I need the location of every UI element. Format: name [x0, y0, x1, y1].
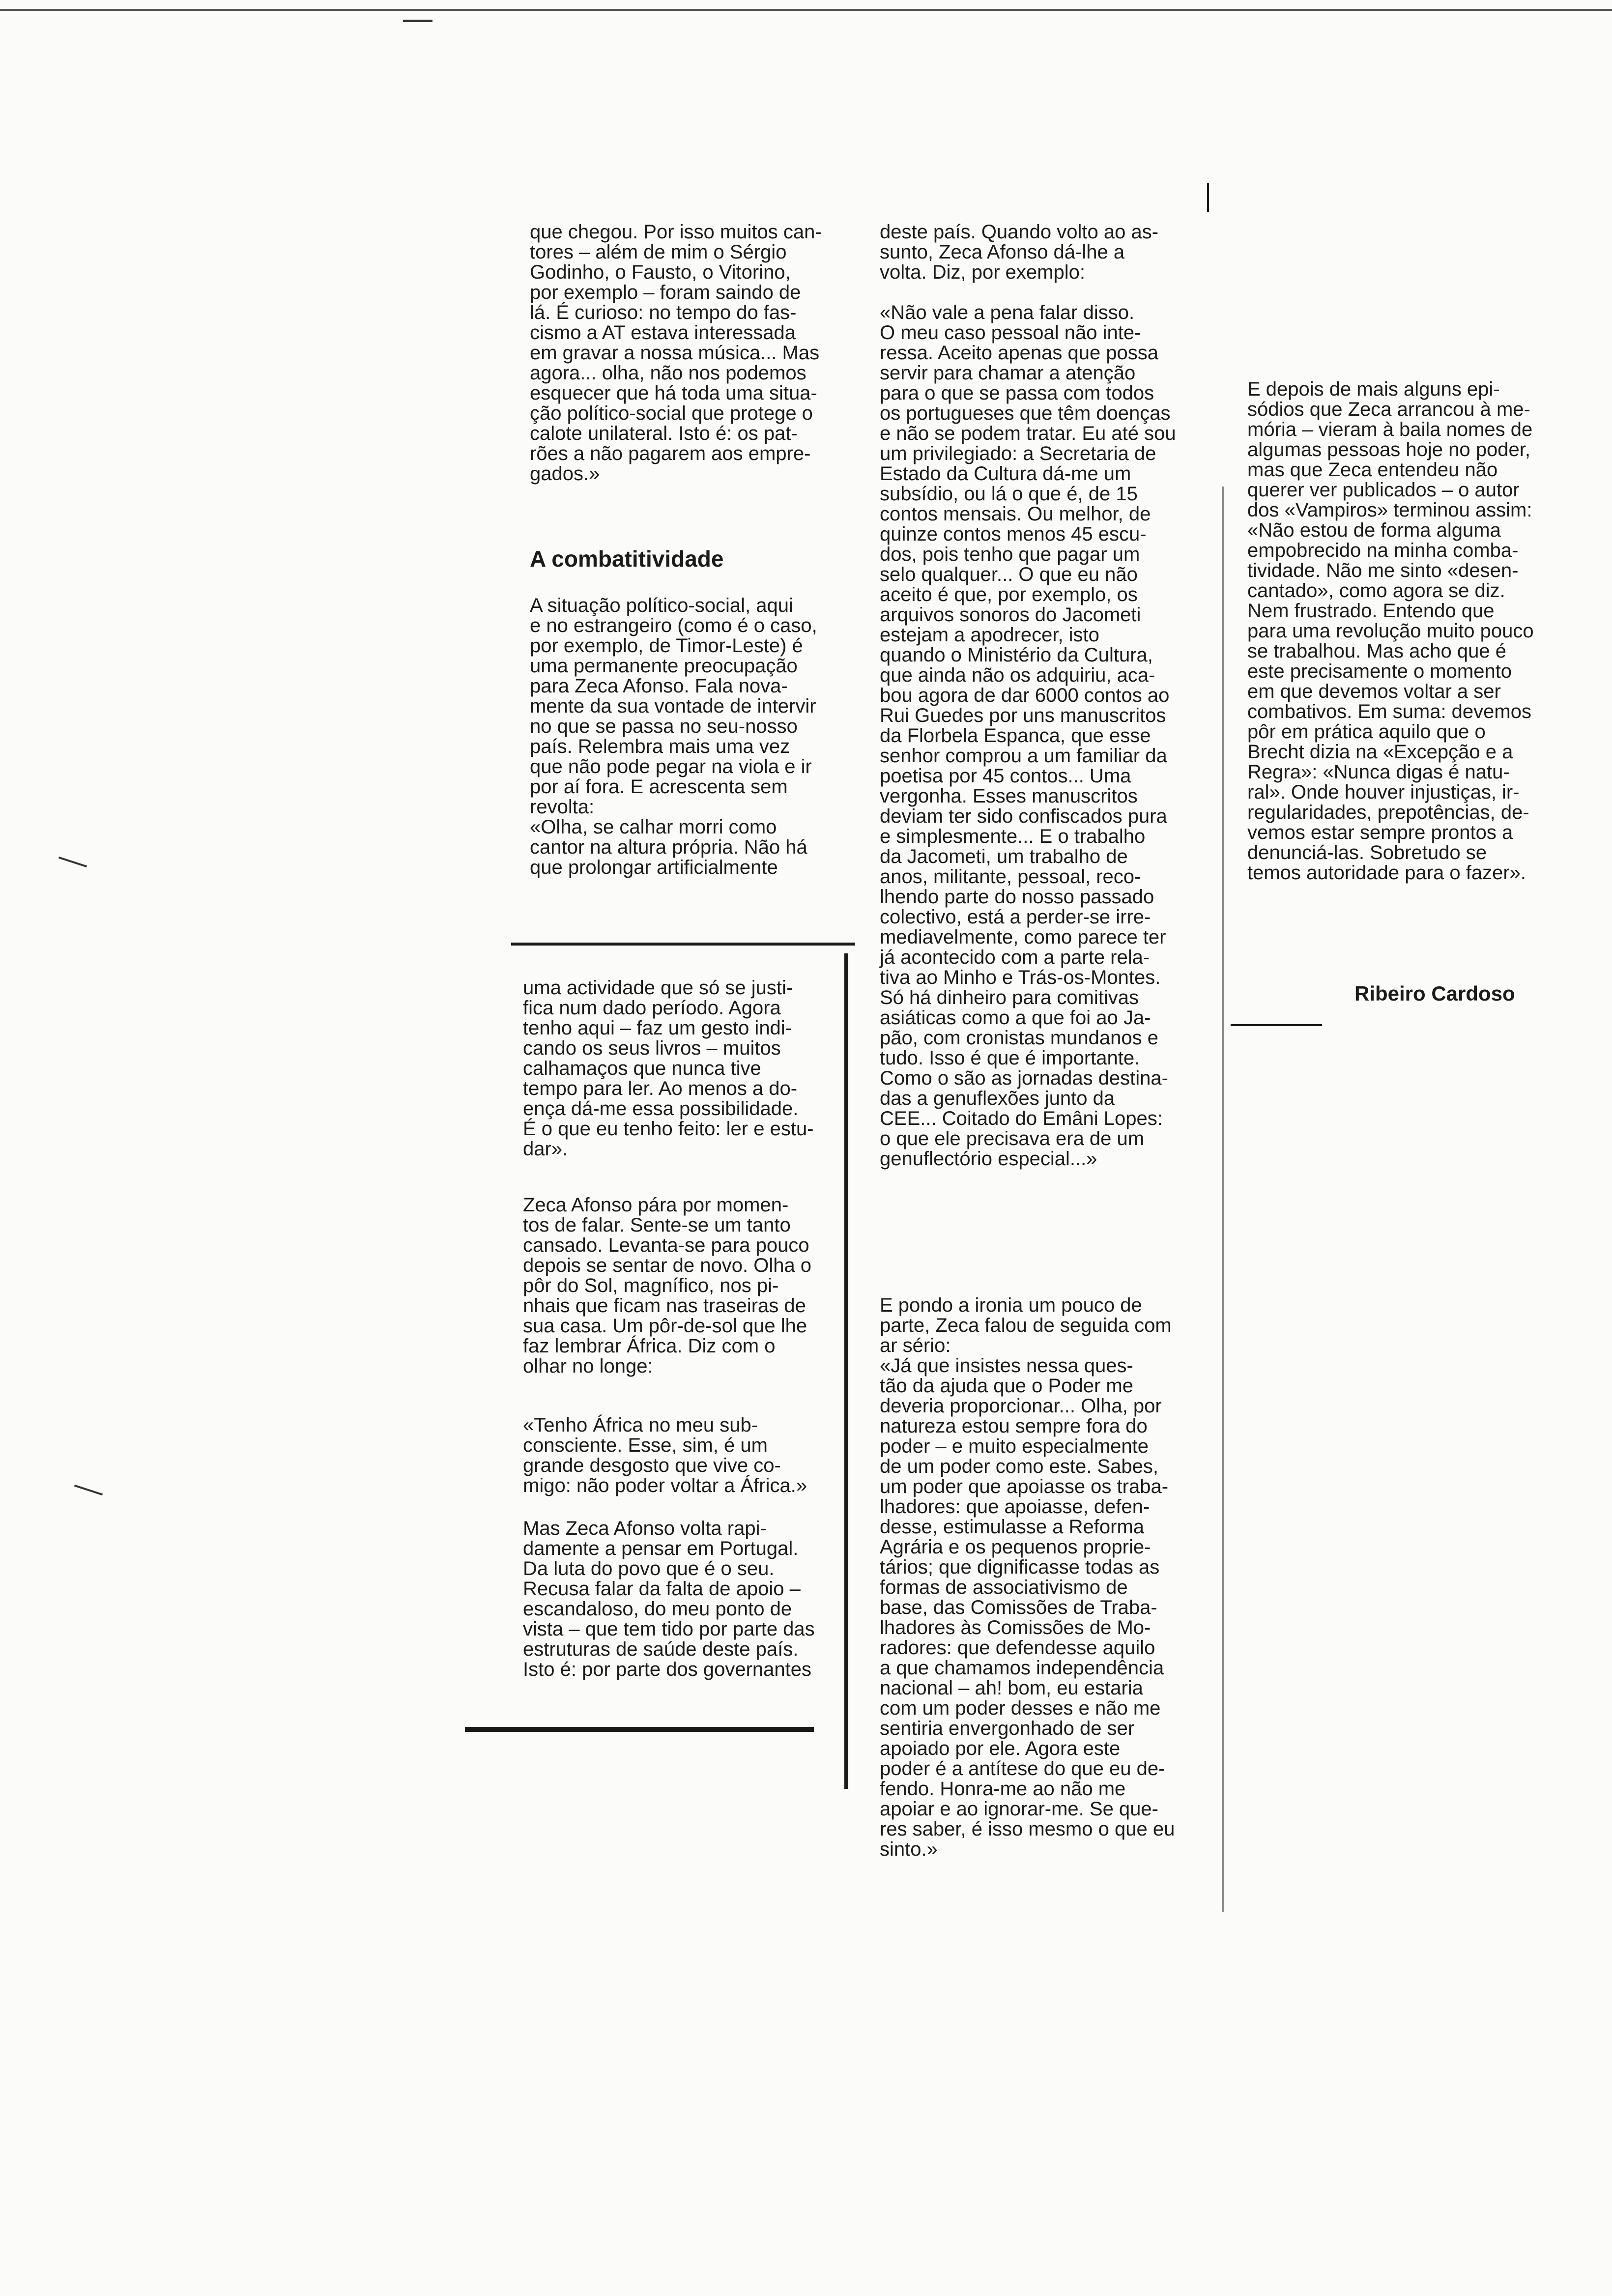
column-1-mid: [530, 596, 859, 878]
text-line: uma actividade que só se justi-: [523, 977, 793, 999]
text-line: tores – além de mim o Sérgio: [530, 241, 787, 263]
text-line: Da luta do povo que é o seu.: [523, 1558, 775, 1579]
text-line: sódios que Zeca arrancou à me-: [1247, 399, 1530, 420]
text-line: deviam ter sido confiscados pura: [880, 805, 1167, 827]
text-line: genuflectório especial...»: [880, 1148, 1097, 1170]
text-line: sunto, Zeca Afonso dá-lhe a: [880, 241, 1125, 263]
text-line: cansado. Levanta-se para pouco: [523, 1234, 809, 1256]
text-line: É o que eu tenho feito: ler e estu-: [523, 1118, 814, 1140]
text-line: rões a não pagarem aos empre-: [530, 443, 811, 464]
box-top-rule: [511, 943, 855, 946]
text-line: volta. Diz, por exemplo:: [880, 261, 1085, 283]
text-line: esquecer que há toda uma situa-: [530, 382, 817, 404]
text-line: para o que se passa com todos: [880, 382, 1154, 404]
text-line: E depois de mais alguns epi-: [1247, 378, 1500, 400]
text-line: lhendo parte do nosso passado: [880, 886, 1154, 908]
text-line: por exemplo, de Timor-Leste) é: [530, 635, 803, 657]
text-line: selo qualquer... O que eu não: [880, 564, 1138, 585]
text-line: combativos. Em suma: devemos: [1247, 701, 1531, 722]
text-line: poetisa por 45 contos... Uma: [880, 765, 1131, 787]
text-line: os portugueses que têm doenças: [880, 402, 1171, 424]
text-line: deveria proporcionar... Olha, por: [880, 1395, 1162, 1417]
column-1-box-a: [523, 978, 842, 1159]
text-line: colectivo, está a perder-se irre-: [880, 906, 1151, 928]
text-line: O meu caso pessoal não inte-: [880, 322, 1141, 344]
text-line: subsídio, ou lá o que é, de 15: [880, 483, 1138, 505]
column-2-c: [880, 1295, 1214, 1860]
text-line: tão da ajuda que o Poder me: [880, 1375, 1133, 1397]
text-line: Brecht dizia na «Excepção e a: [1247, 741, 1513, 763]
text-line: anos, militante, pessoal, reco-: [880, 866, 1141, 888]
text-line: este precisamente o momento: [1247, 660, 1512, 682]
text-line: sinto.»: [880, 1838, 938, 1860]
text-line: Nem frustrado. Entendo que: [1247, 600, 1495, 622]
text-line: estejam a apodrecer, isto: [880, 624, 1099, 646]
text-line: mente da sua vontade de intervir: [530, 695, 816, 717]
text-line: ença dá-me essa possibilidade.: [523, 1098, 799, 1119]
text-line: cantado», como agora se diz.: [1247, 580, 1505, 602]
text-line: denunciá-las. Sobretudo se: [1247, 842, 1487, 863]
text-line: um privilegiado: a Secretaria de: [880, 443, 1156, 464]
text-line: «Não vale a pena falar disso.: [880, 302, 1135, 323]
text-line: algumas pessoas hoje no poder,: [1247, 439, 1530, 460]
text-line: o que ele precisava era de um: [880, 1128, 1145, 1149]
text-line: asiáticas como a que foi ao Ja-: [880, 1007, 1151, 1029]
text-line: vista – que tem tido por parte das: [523, 1618, 815, 1640]
text-line: nacional – ah! bom, eu estaria: [880, 1677, 1143, 1699]
text-line: calhamaços que nunca tive: [523, 1058, 761, 1079]
text-line: lhadores às Comissões de Mo-: [880, 1617, 1151, 1638]
column-1-box-b: [523, 1195, 842, 1377]
text-line: tudo. Isso é que é importante.: [880, 1047, 1140, 1069]
text-line: «Já que insistes nessa ques-: [880, 1355, 1133, 1377]
text-line: da Jacometi, um trabalho de: [880, 846, 1128, 867]
text-line: natureza estou sempre fora do: [880, 1415, 1148, 1437]
text-line: apoiar e ao ignorar-me. Se que-: [880, 1798, 1158, 1820]
text-line: temos autoridade para o fazer».: [1247, 862, 1526, 884]
text-line: grande desgosto que vive co-: [523, 1455, 781, 1476]
text-line: e simplesmente... E o trabalho: [880, 826, 1146, 847]
text-line: Regra»: «Nunca digas é natu-: [1247, 761, 1510, 783]
text-line: querer ver publicados – o autor: [1247, 479, 1520, 501]
column-1-box-c: [523, 1415, 842, 1496]
text-line: olhar no longe:: [523, 1355, 653, 1377]
text-line: fendo. Honra-me ao não me: [880, 1778, 1126, 1800]
top-edge-rule-dark: [403, 20, 432, 22]
column-2-a: [880, 222, 1214, 283]
margin-mark: [58, 857, 87, 867]
text-line: calote unilateral. Isto é: os pat-: [530, 423, 798, 444]
text-line: damente a pensar em Portugal.: [523, 1538, 799, 1559]
text-line: deste país. Quando volto ao as-: [880, 221, 1159, 243]
text-line: «Não estou de forma alguma: [1247, 519, 1501, 541]
text-line: Como o são as jornadas destina-: [880, 1067, 1168, 1089]
section-heading: A combatitividade: [530, 546, 724, 572]
text-line: a que chamamos independência: [880, 1657, 1164, 1679]
column-1-box-d: [523, 1519, 842, 1680]
column-1-top: [530, 222, 859, 484]
text-line: desse, estimulasse a Reforma: [880, 1516, 1145, 1538]
text-line: tividade. Não me sinto «desen-: [1247, 560, 1519, 581]
text-line: Estado da Cultura dá-me um: [880, 463, 1131, 485]
text-line: vergonha. Esses manuscritos: [880, 785, 1138, 807]
text-line: res saber, é isso mesmo o que eu: [880, 1818, 1175, 1840]
text-line: A situação político-social, aqui: [530, 595, 793, 616]
text-line: para uma revolução muito pouco: [1247, 620, 1534, 642]
text-line: aceito é que, por exemplo, os: [880, 584, 1138, 605]
box-right-rule: [844, 953, 848, 1789]
margin-mark: [74, 1485, 103, 1495]
text-line: agora... olha, não nos podemos: [530, 362, 806, 384]
text-line: da Florbela Espanca, que esse: [880, 725, 1151, 746]
text-line: que chegou. Por isso muitos can-: [530, 221, 822, 243]
text-line: sentiria envergonhado de ser: [880, 1718, 1135, 1739]
text-line: parte, Zeca falou de seguida com: [880, 1315, 1172, 1336]
text-line: lá. É curioso: no tempo do fas-: [530, 302, 797, 323]
text-line: no que se passa no seu-nosso: [530, 716, 798, 737]
text-line: consciente. Esse, sim, é um: [523, 1435, 768, 1456]
text-line: sua casa. Um pôr-de-sol que lhe: [523, 1315, 807, 1337]
text-line: senhor comprou a um familiar da: [880, 745, 1167, 767]
text-line: tos de falar. Sente-se um tanto: [523, 1214, 791, 1236]
text-line: tiva ao Minho e Trás-os-Montes.: [880, 967, 1161, 988]
text-line: Mas Zeca Afonso volta rapi-: [523, 1518, 767, 1539]
text-line: para Zeca Afonso. Fala nova-: [530, 675, 788, 697]
text-line: Rui Guedes por uns manuscritos: [880, 705, 1166, 726]
text-line: apoiado por ele. Agora este: [880, 1738, 1121, 1759]
text-line: fica num dado período. Agora: [523, 997, 781, 1019]
text-line: que não pode pegar na viola e ir: [530, 756, 812, 777]
text-line: em que devemos voltar a ser: [1247, 681, 1501, 702]
text-line: cando os seus livros – muitos: [523, 1037, 781, 1059]
text-line: formas de associativismo de: [880, 1577, 1128, 1598]
text-line: mediavelmente, como parece ter: [880, 926, 1166, 948]
text-line: Recusa falar da falta de apoio –: [523, 1578, 801, 1600]
text-line: dos, pois tenho que pagar um: [880, 544, 1140, 565]
column-2-top-mark: [1207, 183, 1209, 212]
text-line: em gravar a nossa música... Mas: [530, 342, 820, 364]
text-line: tempo para ler. Ao menos a do-: [523, 1078, 798, 1099]
text-line: base, das Comissões de Traba-: [880, 1597, 1157, 1618]
text-line: pôr do Sol, magnífico, nos pi-: [523, 1275, 779, 1296]
text-line: cismo a AT estava interessada: [530, 322, 796, 344]
text-line: ção político-social que protege o: [530, 402, 813, 424]
text-line: poder – e muito especialmente: [880, 1435, 1149, 1457]
column-2-b: [880, 303, 1214, 1169]
text-line: cantor na altura própria. Não há: [530, 836, 807, 858]
text-line: Isto é: por parte dos governantes: [523, 1659, 812, 1680]
text-line: vemos estar sempre prontos a: [1247, 822, 1513, 843]
text-line: por exemplo – foram saindo de: [530, 282, 801, 303]
text-line: escandaloso, do meu ponto de: [523, 1598, 792, 1620]
text-line: contos mensais. Ou melhor, de: [880, 503, 1151, 525]
text-line: pôr em prática aquilo que o: [1247, 721, 1486, 743]
text-line: empobrecido na minha comba-: [1247, 540, 1519, 561]
text-line: quinze contos menos 45 escu-: [880, 523, 1147, 545]
text-line: ar sério:: [880, 1335, 951, 1356]
text-line: depois se sentar de novo. Olha o: [523, 1255, 812, 1276]
text-line: estruturas de saúde deste país.: [523, 1638, 799, 1660]
text-line: faz lembrar África. Diz com o: [523, 1335, 776, 1357]
box-bottom-rule: [465, 1727, 814, 1732]
text-line: uma permanente preocupação: [530, 655, 798, 677]
text-line: mas que Zeca entendeu não: [1247, 459, 1498, 481]
text-line: CEE... Coitado do Emâni Lopes:: [880, 1108, 1163, 1129]
text-line: Godinho, o Fausto, o Vitorino,: [530, 261, 791, 283]
text-line: um poder que apoiasse os traba-: [880, 1476, 1169, 1497]
text-line: que prolongar artificialmente: [530, 857, 778, 878]
text-line: «Tenho África no meu sub-: [523, 1414, 758, 1436]
text-line: das a genuflexões junto da: [880, 1088, 1115, 1109]
column-3-left-rule: [1222, 487, 1224, 1912]
byline: Ribeiro Cardoso: [1354, 982, 1515, 1005]
text-line: com um poder desses e não me: [880, 1697, 1161, 1719]
byline-rule: [1231, 1024, 1322, 1026]
text-line: de um poder como este. Sabes,: [880, 1456, 1158, 1477]
text-line: ressa. Aceito apenas que possa: [880, 342, 1159, 364]
top-edge-rule: [0, 9, 1612, 11]
text-line: dar».: [523, 1138, 568, 1160]
text-line: bou agora de dar 6000 contos ao: [880, 685, 1170, 706]
text-line: e não se podem tratar. Eu até sou: [880, 423, 1176, 444]
text-line: Só há dinheiro para comitivas: [880, 987, 1139, 1008]
text-line: país. Relembra mais uma vez: [530, 736, 790, 757]
text-line: por aí fora. E acrescenta sem: [530, 776, 788, 798]
text-line: já acontecido com a parte rela-: [880, 947, 1150, 968]
text-line: regularidades, prepotências, de-: [1247, 802, 1529, 823]
text-line: tenho aqui – faz um gesto indi-: [523, 1017, 792, 1039]
text-line: dos «Vampiros» terminou assim:: [1247, 499, 1532, 521]
text-line: que ainda não os adquiriu, aca-: [880, 664, 1155, 686]
text-line: tários; que dignificasse todas as: [880, 1556, 1160, 1578]
text-line: gados.»: [530, 463, 600, 485]
text-line: Agrária e os pequenos proprie-: [880, 1536, 1151, 1558]
text-line: nhais que ficam nas traseiras de: [523, 1295, 806, 1317]
text-line: «Olha, se calhar morri como: [530, 816, 777, 838]
text-line: Zeca Afonso pára por momen-: [523, 1194, 789, 1216]
text-line: radores: que defendesse aquilo: [880, 1637, 1155, 1659]
text-line: revolta:: [530, 796, 595, 818]
column-3: [1247, 379, 1572, 883]
text-line: e no estrangeiro (como é o caso,: [530, 615, 817, 636]
text-line: servir para chamar a atenção: [880, 362, 1136, 384]
text-line: pão, com cronistas mundanos e: [880, 1027, 1158, 1049]
text-line: quando o Ministério da Cultura,: [880, 644, 1153, 666]
text-line: migo: não poder voltar a África.»: [523, 1475, 807, 1496]
text-line: ral». Onde houver injustiças, ir-: [1247, 781, 1520, 803]
text-line: mória – vieram à baila nomes de: [1247, 419, 1533, 440]
text-line: E pondo a ironia um pouco de: [880, 1294, 1142, 1316]
text-line: poder é a antítese do que eu de-: [880, 1758, 1165, 1779]
text-line: lhadores: que apoiasse, defen-: [880, 1496, 1150, 1518]
text-line: arquivos sonoros do Jacometi: [880, 604, 1141, 626]
text-line: se trabalhou. Mas acho que é: [1247, 640, 1507, 662]
